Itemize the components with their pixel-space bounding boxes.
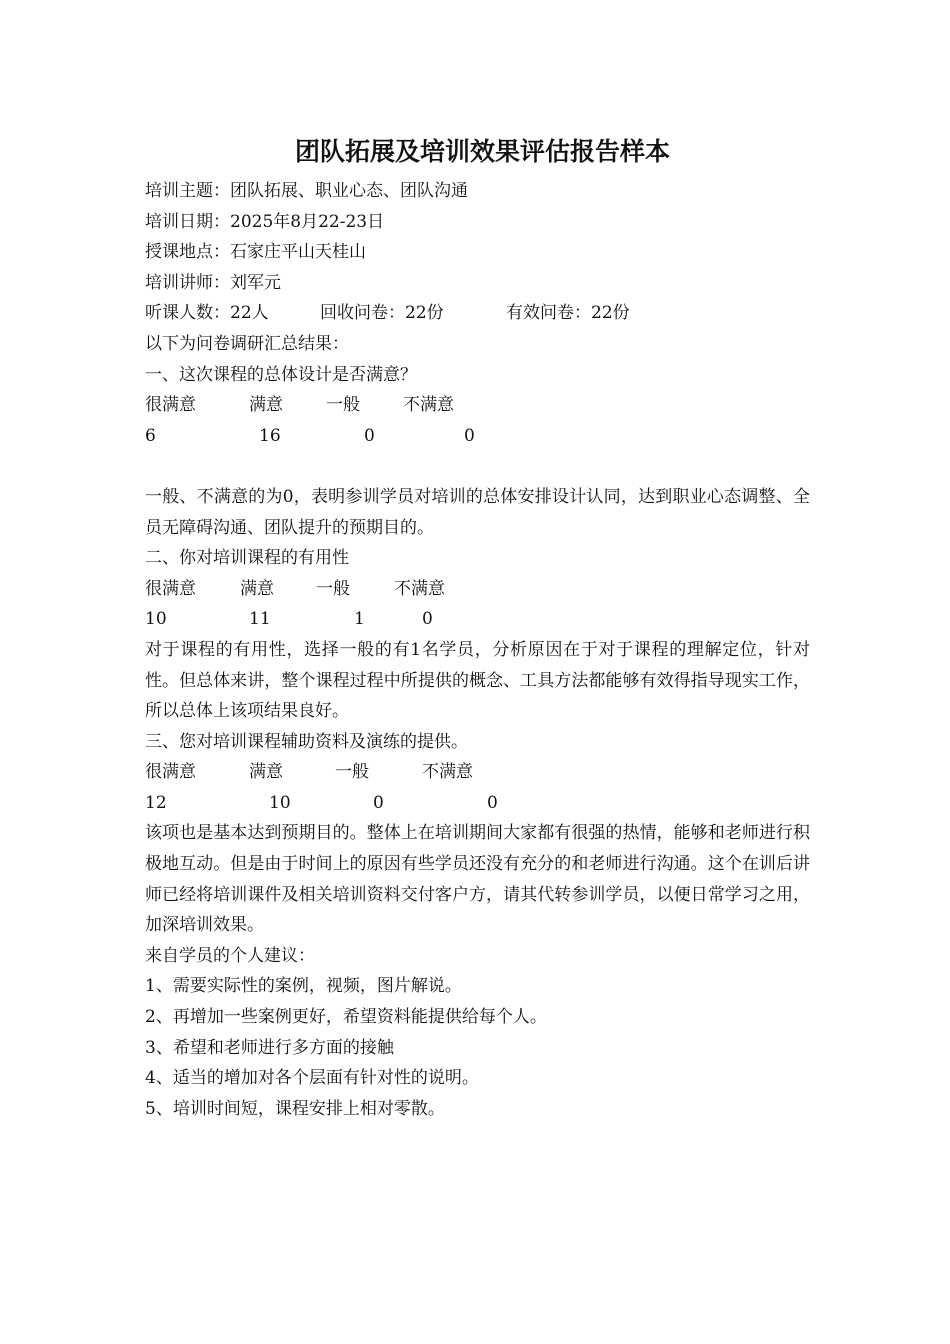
question-2-comment: 对于课程的有用性，选择一般的有1名学员，分析原因在于对于课程的理解定位，针对性。但总体来讲，整个课程过程中所提供的概念、工具方法都能够有效得指导现实工作，所以总体上该项结果良好。 — [145, 639, 810, 722]
suggestions-heading: 来自学员的个人建议： — [145, 945, 315, 966]
question-2: 二、你对培训课程的有用性 — [145, 548, 349, 569]
suggestion-item: 4、适当的增加对各个层面有针对性的说明。 — [145, 1068, 479, 1089]
count-value: 0 — [373, 792, 384, 813]
option-label: 满意 — [249, 762, 283, 783]
training-lecturer: 培训讲师：刘军元 — [145, 272, 281, 293]
option-label: 满意 — [249, 395, 283, 416]
option-label: 满意 — [240, 578, 274, 599]
count-value: 0 — [422, 609, 433, 630]
option-label: 一般 — [326, 395, 360, 416]
count-value: 1 — [354, 609, 365, 630]
option-label: 很满意 — [145, 395, 196, 416]
summary-intro: 以下为问卷调研汇总结果： — [145, 333, 349, 354]
training-topic: 培训主题：团队拓展、职业心态、团队沟通 — [145, 181, 468, 201]
suggestion-item: 3、希望和老师进行多方面的接触 — [145, 1037, 394, 1058]
count-value: 0 — [464, 425, 475, 446]
spacer — [145, 451, 810, 482]
question-3: 三、您对培训课程辅助资料及演练的提供。 — [145, 731, 468, 752]
count-value: 11 — [249, 609, 271, 630]
count-value: 16 — [259, 425, 281, 446]
count-value: 10 — [269, 792, 291, 813]
option-label: 不满意 — [403, 395, 454, 416]
training-location: 授课地点：石家庄平山天桂山 — [145, 242, 366, 263]
count-value: 0 — [487, 792, 498, 813]
option-label: 不满意 — [394, 578, 445, 599]
question-3-comment: 该项也是基本达到预期目的。整体上在培训期间大家都有很强的热情，能够和老师进行积极地互动。但是由于时间上的原因有些学员还没有充分的和老师进行沟通。这个在训后讲师已经将培训课件及相关培训资料交付客户方，请其代转参训学员，以便日常学习之用，加深培训效果。 — [145, 823, 810, 936]
question-1: 一、这次课程的总体设计是否满意？ — [145, 364, 417, 385]
suggestion-item: 5、培训时间短，课程安排上相对零散。 — [145, 1098, 445, 1119]
option-label: 很满意 — [145, 578, 196, 599]
option-label: 一般 — [316, 578, 350, 599]
question-2-options — [145, 574, 810, 605]
question-2-counts — [145, 604, 810, 635]
suggestion-item: 2、再增加一些案例更好，希望资料能提供给每个人。 — [145, 1007, 547, 1028]
question-1-counts — [145, 421, 810, 452]
count-value: 12 — [145, 792, 167, 813]
option-label: 一般 — [335, 762, 369, 783]
count-value: 6 — [145, 425, 156, 446]
option-label: 不满意 — [422, 762, 473, 783]
count-value: 0 — [364, 425, 375, 446]
valid-count: 有效问卷：22份 — [506, 303, 630, 324]
question-3-counts — [145, 788, 810, 819]
question-1-comment: 一般、不满意的为0，表明参训学员对培训的总体安排设计认同，达到职业心态调整、全员无障碍沟通、团队提升的预期目的。 — [145, 486, 810, 538]
count-value: 10 — [145, 609, 167, 630]
document-page — [145, 136, 810, 1124]
option-label: 很满意 — [145, 762, 196, 783]
training-date: 培训日期：2025年8月22-23日 — [145, 211, 385, 232]
survey-stats — [145, 298, 810, 329]
question-3-options — [145, 757, 810, 788]
document-title: 团队拓展及培训效果评估报告样本 — [294, 137, 670, 166]
returned-count: 回收问卷：22份 — [320, 303, 444, 324]
attendee-count: 听课人数：22人 — [145, 303, 269, 324]
question-1-options — [145, 390, 810, 421]
suggestion-item: 1、需要实际性的案例，视频，图片解说。 — [145, 976, 462, 997]
